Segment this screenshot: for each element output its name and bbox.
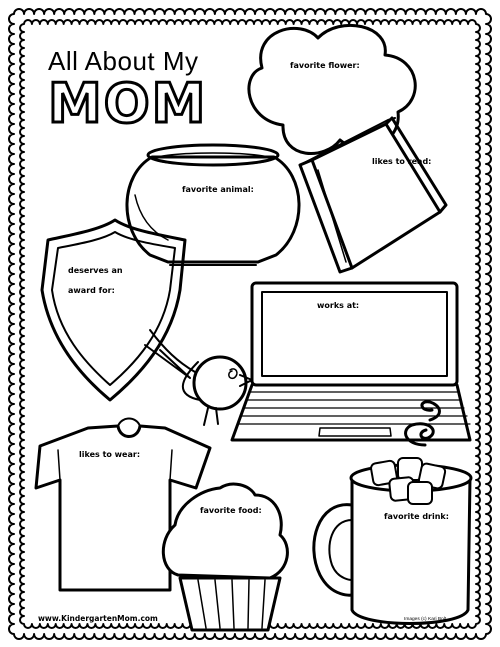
footer-credit: Images (c) Kari Bolt [404,617,447,622]
shield [42,220,185,400]
prompt-likes-to-wear: likes to wear: [79,450,141,459]
prompt-favorite-animal: favorite animal: [182,185,254,194]
title-line: All About My [48,46,199,76]
fishbowl [127,145,299,265]
prompt-favorite-food: favorite food: [200,506,262,515]
prompt-works-at: works at: [317,301,360,310]
prompt-deserves-award-2: award for: [68,286,115,295]
prompt-favorite-drink: favorite drink: [384,512,449,521]
prompt-deserves-award-1: deserves an [68,266,123,275]
footer-url: www.KindergartenMom.com [38,614,158,623]
prompt-likes-to-read: likes to read: [372,157,432,166]
bird [145,330,252,425]
prompt-favorite-flower: favorite flower: [290,61,360,70]
title-main: MOM [48,72,208,135]
book [300,118,446,272]
